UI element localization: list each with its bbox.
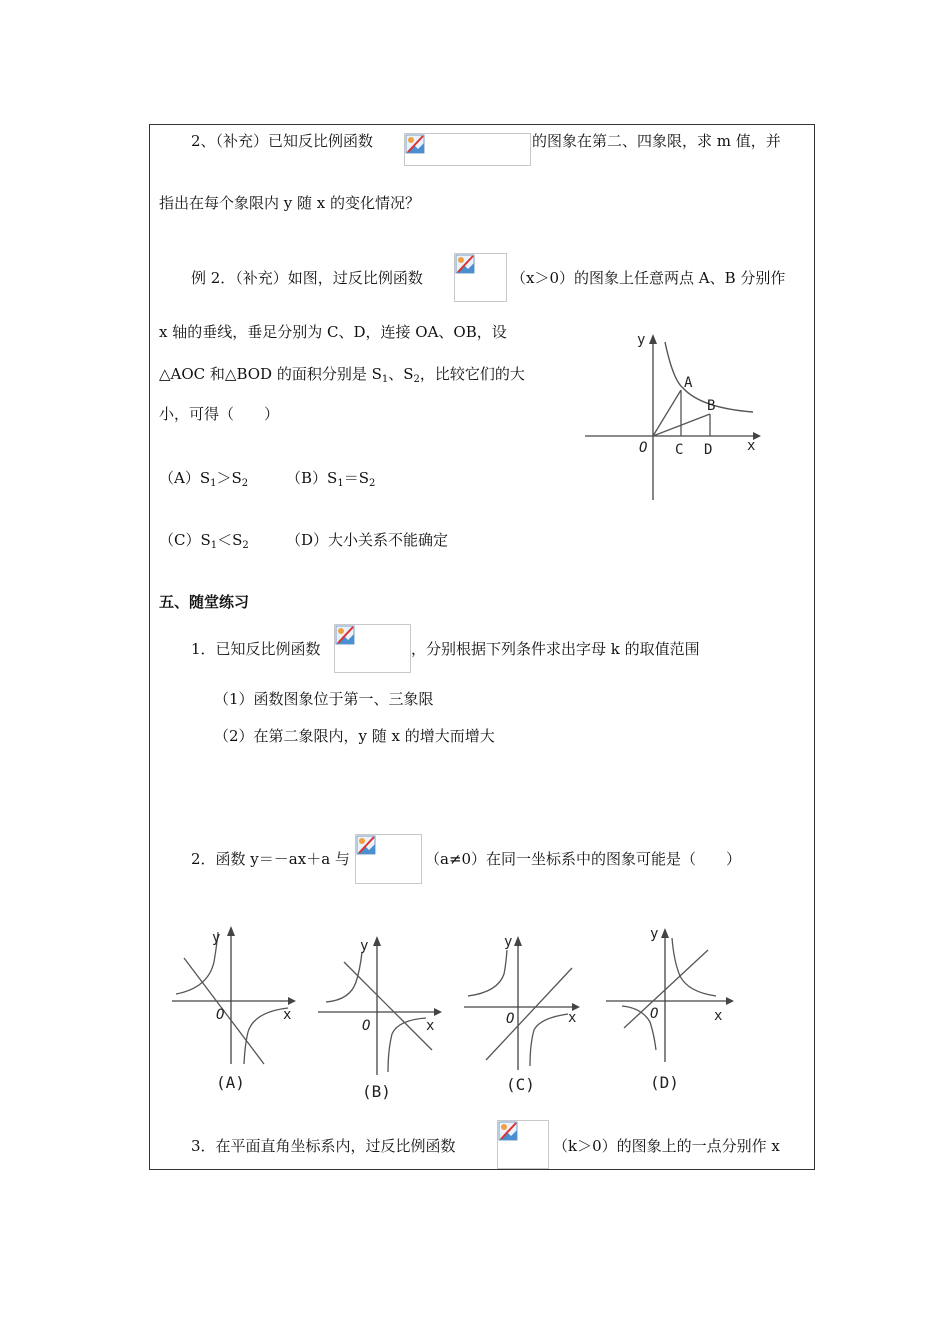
option-d: （D）大小关系不能确定 (286, 531, 449, 549)
figure-x-label: x (747, 438, 756, 454)
graph-a-y-label: y (212, 930, 221, 946)
graph-c-caption: (C) (506, 1075, 535, 1094)
graph-d (602, 920, 738, 1096)
figure-point-d: D (704, 442, 713, 458)
graph-c-x-label: x (568, 1010, 577, 1026)
formula-image (404, 133, 531, 166)
practice2-text-start: 2．函数 y＝－ax＋a 与 (191, 850, 350, 868)
option-c: $(C)S_1<S_2$ (159, 531, 249, 551)
example2-line4: 小，可得（ ） (159, 405, 280, 423)
practice1-item2: （2）在第二象限内，y 随 x 的增大而增大 (214, 727, 495, 745)
graph-a-x-label: x (283, 1007, 292, 1023)
practice2-text-end: （a≠0）在同一坐标系中的图象可能是（ ） (425, 850, 742, 868)
figure-point-a: A (684, 375, 693, 391)
broken-image-icon (335, 625, 355, 645)
q2-text-start: 2、（补充）已知反比例函数 (191, 132, 374, 150)
option-a: $(A)S_1>S_2$ (159, 469, 249, 489)
section-title: 五、随堂练习 (159, 593, 250, 611)
practice3-text-start: 3．在平面直角坐标系内，过反比例函数 (191, 1137, 456, 1155)
graph-d-caption: (D) (650, 1073, 679, 1092)
example2-text-start: 例 2．（补充）如图，过反比例函数 (191, 269, 423, 287)
formula-image (454, 253, 507, 302)
graph-c (460, 928, 592, 1104)
example2-line2: x 轴的垂线，垂足分别为 C、D，连接 OA、OB，设 (159, 323, 507, 341)
practice1-text-start: 1．已知反比例函数 (191, 640, 321, 658)
example2-text-end: （x＞0）的图象上任意两点 A、B 分别作 (511, 269, 786, 287)
graph-d-origin: O (650, 1006, 659, 1022)
broken-image-icon (498, 1121, 518, 1141)
practice3-text-end: （k＞0）的图象上的一点分别作 x (553, 1137, 780, 1155)
practice1-text-end: ，分别根据下列条件求出字母 k 的取值范围 (411, 640, 700, 658)
option-b: $(B)S_1=S_2$ (286, 469, 376, 489)
formula-image (497, 1120, 549, 1169)
graph-b-y-label: y (360, 938, 369, 954)
graph-c-y-label: y (504, 934, 513, 950)
graph-a (168, 922, 300, 1098)
graph-b (314, 930, 446, 1106)
q2-text-line2: 指出在每个象限内 y 随 x 的变化情况？ (159, 194, 421, 212)
practice1-item1: （1）函数图象位于第一、三象限 (214, 690, 434, 708)
graph-b-origin: O (362, 1018, 371, 1034)
broken-image-icon (356, 835, 376, 855)
graph-a-origin: O (216, 1007, 225, 1023)
formula-image (355, 834, 422, 884)
formula-image (334, 624, 411, 673)
graph-d-x-label: x (714, 1008, 723, 1024)
graph-c-origin: O (506, 1011, 515, 1027)
broken-image-icon (405, 134, 425, 154)
figure-origin-label: O (639, 440, 648, 456)
graph-b-x-label: x (426, 1018, 435, 1034)
figure-y-label: y (637, 332, 646, 348)
q2-text-end: 的图象在第二、四象限，求 m 值，并 (532, 132, 781, 150)
broken-image-icon (455, 254, 475, 274)
figure-point-b: B (707, 398, 716, 414)
figure-point-c: C (675, 442, 684, 458)
graph-b-caption: (B) (362, 1082, 391, 1101)
graph-d-y-label: y (650, 926, 659, 942)
example2-figure (583, 328, 763, 506)
example2-line3: △AOC 和△BOD 的面积分别是 $S_1$、$S_2$，比较它们的大 (159, 365, 525, 385)
graph-a-caption: (A) (216, 1073, 245, 1092)
